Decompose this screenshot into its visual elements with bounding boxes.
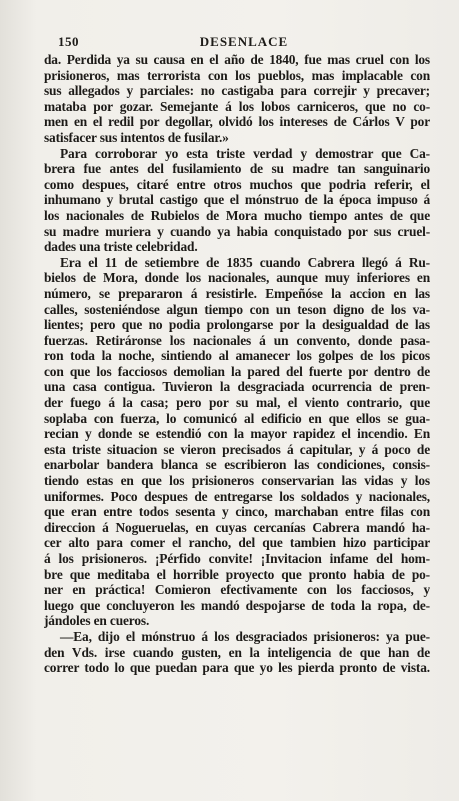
text-line: á los prisioneros. ¡Pérfido convite! ¡Invitacion infame del hom-: [44, 551, 430, 566]
text-line: sus allegados y parciales: no castigaba para correjir y precaver;: [44, 83, 430, 99]
text-line: número, se prepararon á resistirle. Empeñóse la accion en las: [44, 285, 430, 301]
text-line: lientes; pero que no podia prolongarse por la desigualdad de las: [44, 317, 430, 333]
text-line: bre que meditaba el horrible proyecto que pronto habia de po-: [44, 566, 430, 582]
text-line: den Vds. irse cuando gusten, en la inteligencia de que han de: [44, 644, 430, 660]
text-line: direccion á Nogueruelas, en cuyas cercanías Cabrera mandó ha-: [44, 519, 430, 535]
text-line: mataba por gozar. Semejante á los lobos carniceros, que no co-: [44, 98, 430, 114]
text-line: satisfacer sus intentos de fusilar.»: [44, 129, 229, 145]
running-head: DESENLACE: [199, 34, 289, 49]
text-line: tiendo estas en que los prisioneros conservarian las vidas y los: [44, 473, 430, 489]
text-line: ron toda la noche, sintiendo al amanecer los golpes de los picos: [44, 348, 430, 364]
text-line: esta triste situacion se vieron precisados á capitular, y á poco de: [44, 441, 430, 457]
text-line: men en el redil por degollar, olvidó los intereses de Cárlos V por: [44, 114, 430, 130]
text-line: der fuego á la casa; pero por su mal, el viento contrario, que: [44, 395, 430, 411]
text-line: su madre muriera y cuando ya habia conquistado por sus cruel-: [44, 223, 430, 239]
text-line: brera fue antes del fusilamiento de su madre tan sanguinario: [44, 161, 430, 177]
text-line: calles, sosteniéndose algun tiempo con un teson digno de los va-: [44, 301, 430, 317]
text-line: luego que concluyeron les mandó despojarse de toda la ropa, de-: [44, 597, 430, 613]
text-line: que eran entre todos sesenta y cinco, marchaban entre filas con: [44, 504, 430, 520]
page-header: [58, 34, 430, 50]
text-line: Para corroborar yo esta triste verdad y demostrar que Ca-: [60, 145, 430, 161]
text-line: los nacionales de Rubielos de Mora mucho tiempo antes de que: [44, 207, 430, 223]
text-line: da. Perdida ya su causa en el año de 1840, fue mas cruel con los: [44, 52, 430, 67]
text-line: ner en práctica! Comieron efectivamente con los facciosos, y: [44, 582, 430, 598]
text-line: soplaba con fuerza, lo comunicó al edificio en que ellos se gua-: [44, 410, 430, 426]
text-line: —Ea, dijo el mónstruo á los desgraciados prisioneros: ya pue-: [60, 628, 430, 644]
body-text: [44, 52, 430, 676]
text-line: correr todo lo que puedan para que yo les pierda pronto de vista.: [44, 660, 430, 676]
text-line: uniformes. Poco despues de entregarse los soldados y nacionales,: [44, 488, 430, 504]
text-line: recian y donde se estendió con la mayor rapidez el incendio. En: [44, 426, 430, 442]
text-line: dades una triste celebridad.: [44, 239, 198, 255]
text-line: cer alto para comer el rancho, del que tambien hizo participar: [44, 535, 430, 551]
text-line: una casa contigua. Tuvieron la desgraciada ocurrencia de pren-: [44, 379, 430, 395]
text-line: fuerzas. Retiráronse los nacionales á un convento, donde pasa-: [44, 332, 430, 348]
text-line: prisioneros, mas terrorista con los pueblos, mas implacable con: [44, 67, 430, 83]
text-line: Era el 11 de setiembre de 1835 cuando Cabrera llegó á Ru-: [60, 254, 430, 270]
text-line: enarbolar bandera blanca se escribieron las condiciones, consis-: [44, 457, 430, 473]
text-line: bielos de Mora, donde los nacionales, aunque muy inferiores en: [44, 270, 430, 286]
page-number: 150: [58, 34, 79, 49]
text-line: como despues, citaré entre otros muchos que podria referir, el: [44, 176, 430, 192]
text-line: jándoles en cueros.: [44, 613, 150, 629]
text-line: inhumano y brutal castigo que el mónstruo de la época impuso á: [44, 192, 430, 208]
text-line: con que los facciosos demolian la pared del fuerte por dentro de: [44, 363, 430, 379]
